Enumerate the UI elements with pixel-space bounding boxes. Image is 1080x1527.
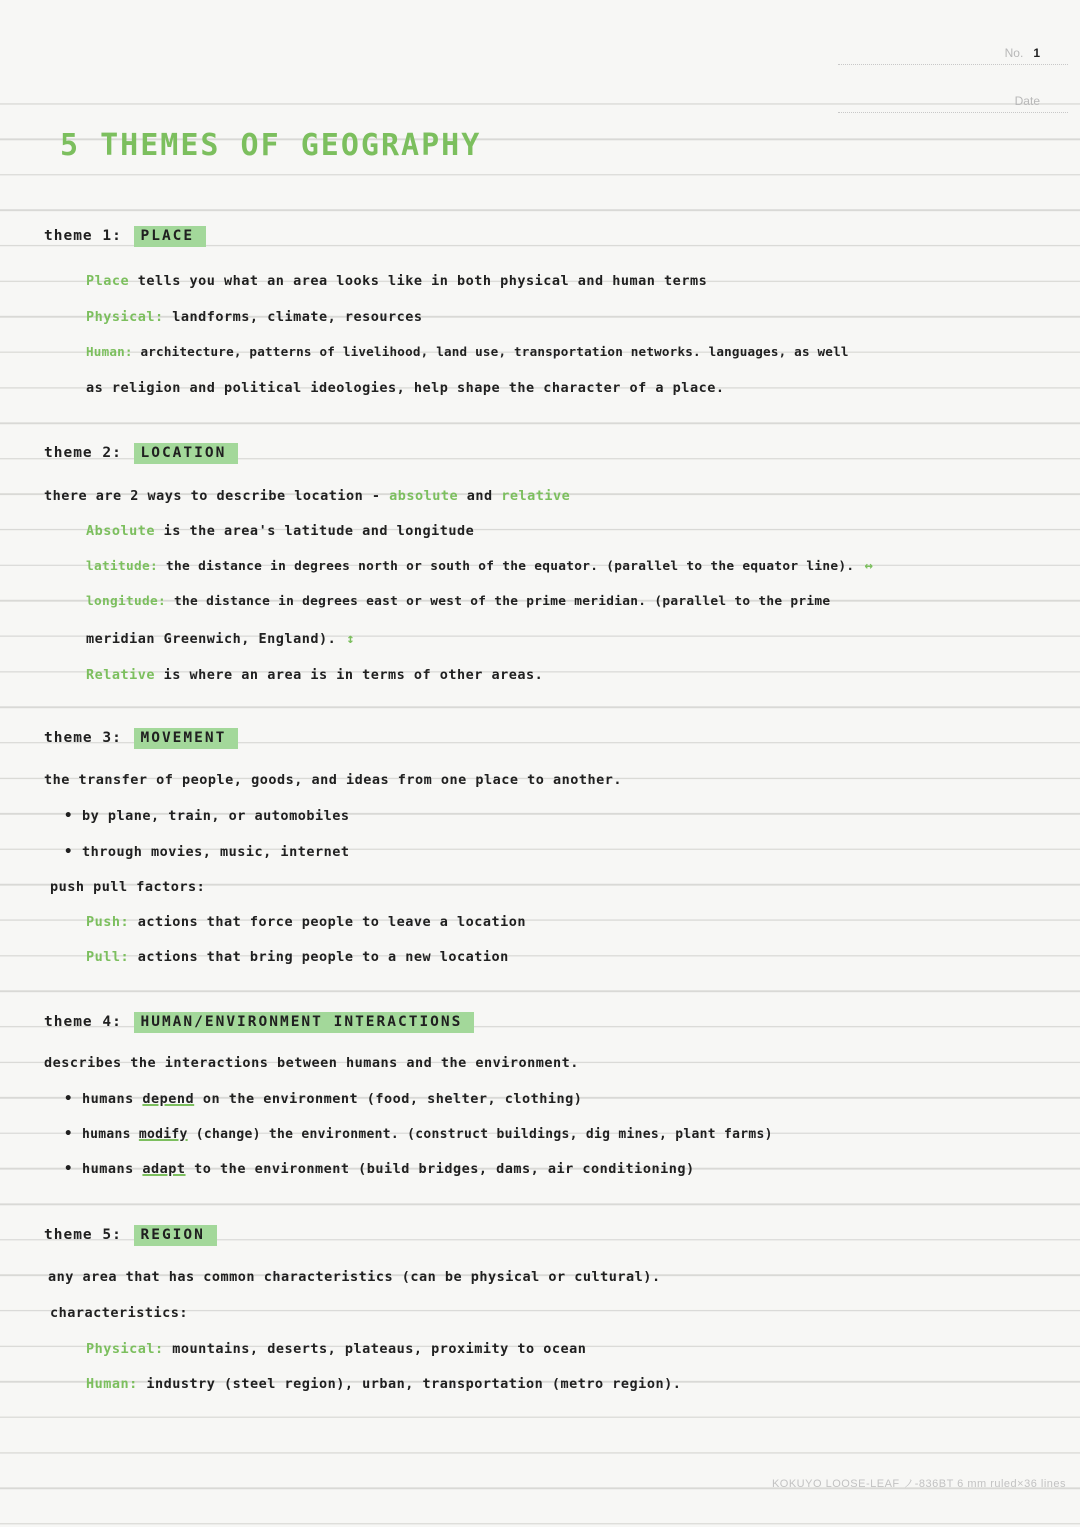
list-item [64,1091,582,1107]
note-line [86,380,724,396]
bullet: • [64,808,73,824]
note-line [86,594,830,609]
definition: humans [82,1161,143,1177]
page-number-value: 1 [1033,46,1040,60]
term: relative [501,488,571,504]
definition: the distance in degrees north or south of the equator. (parallel to the equator line). [158,559,855,574]
term: absolute [389,488,459,504]
page-header-area [0,0,1080,100]
note-line [44,1055,579,1071]
date-label: Date [1014,94,1040,108]
theme-heading-region [44,1225,217,1246]
definition: describes the interactions between humans and the environment. [44,1055,579,1071]
theme-heading-movement [44,728,238,749]
definition: humans [82,1127,139,1142]
note-line [86,631,355,647]
definition: actions that bring people to a new location [129,949,509,965]
term: Human: [86,1376,138,1392]
page-title: 5 THEMES OF GEOGRAPHY [60,128,482,163]
note-line [50,1305,188,1321]
definition: there are 2 ways to describe location - [44,488,390,504]
definition: the distance in degrees east or west of the prime meridian. (parallel to the prime [166,594,831,609]
theme-label: theme 2: [44,445,122,461]
note-line [86,273,707,289]
definition: any area that has common characteristics (can be physical or cultural). [48,1269,661,1285]
definition: the transfer of people, goods, and ideas from one place to another. [44,772,623,788]
theme-label: theme 5: [44,1227,122,1243]
note-line [86,914,526,930]
theme-label: theme 4: [44,1014,122,1030]
paper-brand-footer: KOKUYO LOOSE-LEAF ノ-836BT 6 mm ruled×36 lines [771,1478,1066,1490]
date-field [1015,94,1040,108]
theme-label: theme 3: [44,730,122,746]
bullet: • [64,844,73,860]
bullet: • [64,1091,73,1107]
list-item [64,1161,695,1177]
note-line [86,1376,681,1392]
definition: is where an area is in terms of other areas. [155,667,544,683]
term: latitude: [86,559,159,574]
definition: industry (steel region), urban, transportation (metro region). [137,1376,682,1392]
definition: actions that force people to leave a location [129,914,527,930]
page-number-label: No. [1004,46,1024,60]
theme-heading-place [44,226,206,247]
theme-name-highlight: LOCATION [134,443,238,464]
definition: humans [82,1091,143,1107]
list-item [64,808,349,824]
note-line [50,879,205,895]
page-number [1005,46,1040,60]
vertical-arrow-icon: ↕ [346,631,355,647]
note-line [86,949,509,965]
definition: architecture, patterns of livelihood, land use, transportation networks. languages, as well [132,344,849,359]
note-line [86,309,423,325]
theme-name-highlight: MOVEMENT [134,728,238,749]
theme-heading-human-environment [44,1012,474,1033]
definition: characteristics: [50,1305,189,1321]
definition: tells you what an area looks like in both physical and human terms [129,273,708,289]
list-item [64,1126,773,1142]
theme-label: theme 1: [44,228,122,244]
date-rule [838,112,1068,113]
note-line [86,344,849,359]
underlined-term: adapt [142,1161,186,1177]
note-line [44,772,622,788]
definition: as religion and political ideologies, help shape the character of a place. [86,380,725,396]
term: Human: [86,344,133,359]
definition: through movies, music, internet [82,844,350,860]
definition: and [458,488,502,504]
note-line [86,1341,586,1357]
list-item [64,844,349,860]
theme-name-highlight: PLACE [134,226,206,247]
bullet: • [64,1161,73,1177]
definition: landforms, climate, resources [163,309,423,325]
definition: to the environment (build bridges, dams, air conditioning) [185,1161,695,1177]
theme-name-highlight: HUMAN/ENVIRONMENT INTERACTIONS [134,1012,474,1033]
note-line [44,488,570,504]
definition: mountains, deserts, plateaus, proximity to ocean [163,1341,587,1357]
definition: on the environment (food, shelter, clothing) [194,1091,583,1107]
definition: push pull factors: [50,879,206,895]
underlined-term: modify [138,1127,188,1142]
theme-heading-location [44,443,238,464]
page-number-rule [838,64,1068,65]
horizontal-arrow-icon: ↔ [864,558,874,574]
definition: meridian Greenwich, England). [86,631,337,647]
note-line [86,558,873,574]
definition: is the area's latitude and longitude [155,523,475,539]
term: Pull: [86,949,130,965]
theme-name-highlight: REGION [134,1225,216,1246]
definition: by plane, train, or automobiles [82,808,350,824]
term: Push: [86,914,130,930]
note-line [86,523,474,539]
bullet: • [64,1126,73,1142]
term: Place [86,273,130,289]
term: Physical: [86,1341,164,1357]
term: Physical: [86,309,164,325]
term: Relative [86,667,156,683]
note-line [86,667,543,683]
term: longitude: [86,594,167,609]
definition: (change) the environment. (construct buildings, dig mines, plant farms) [187,1127,773,1142]
term: Absolute [86,523,156,539]
underlined-term: depend [142,1091,195,1107]
note-line [48,1269,661,1285]
